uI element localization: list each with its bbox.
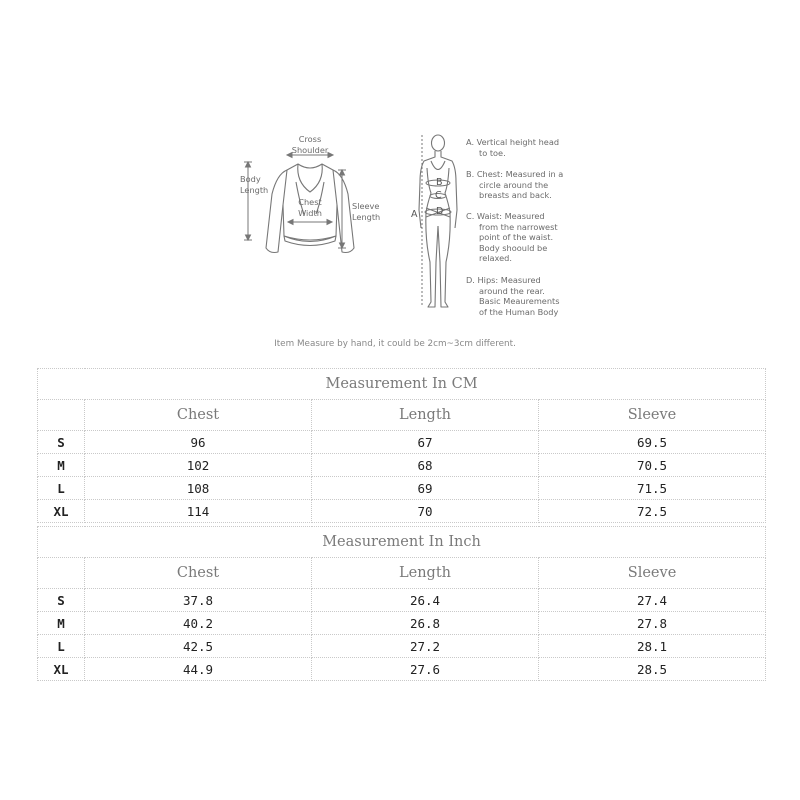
column-header-sleeve: Sleeve [539,400,766,431]
chest-value: 114 [85,500,312,523]
size-label: S [38,589,85,612]
cross-shoulder-label: Cross Shoulder [291,134,329,155]
note-b: B. Chest: Measured in a circle around the breasts and back. [466,169,564,200]
column-header-chest: Chest [85,400,312,431]
chest-value: 42.5 [85,635,312,658]
hand-measure-note: Item Measure by hand, it could be 2cm~3cm different. [274,339,516,349]
table-row [38,612,766,635]
chest-value: 96 [85,431,312,454]
chest-value: 102 [85,454,312,477]
measurement-drawing [0,0,800,330]
table-title: Measurement In CM [38,369,766,400]
note-d: D. Hips: Measured around the rear. Basic Meaurements of the Human Body [466,275,560,317]
length-value: 27.2 [312,635,539,658]
body-letter-d: D [436,206,444,217]
column-header-length: Length [312,558,539,589]
sleeve-length-label: Sleeve Length [352,201,381,222]
size-header-blank [38,400,85,431]
body-figure-drawing [419,135,457,307]
chest-value: 40.2 [85,612,312,635]
sleeve-value: 28.1 [539,635,766,658]
size-header-blank [38,558,85,589]
note-a: A. Vertical height head to toe. [466,137,560,158]
size-label: XL [38,658,85,681]
chest-value: 108 [85,477,312,500]
length-value: 68 [312,454,539,477]
size-table-inch [37,526,766,681]
length-value: 27.6 [312,658,539,681]
size-label: L [38,635,85,658]
size-label: XL [38,500,85,523]
table-row [38,589,766,612]
length-value: 26.4 [312,589,539,612]
sleeve-value: 28.5 [539,658,766,681]
column-header-length: Length [312,400,539,431]
sleeve-value: 72.5 [539,500,766,523]
sleeve-value: 69.5 [539,431,766,454]
table-row [38,477,766,500]
table-row [38,431,766,454]
length-value: 26.8 [312,612,539,635]
table-row [38,454,766,477]
body-length-label: Body Length [240,174,269,195]
size-label: M [38,612,85,635]
length-value: 70 [312,500,539,523]
body-letter-b: B [436,177,443,188]
measurement-illustration [0,0,800,330]
sleeve-value: 70.5 [539,454,766,477]
size-label: M [38,454,85,477]
chest-value: 37.8 [85,589,312,612]
table-row [38,658,766,681]
column-header-sleeve: Sleeve [539,558,766,589]
chest-width-label: Chest Width [298,197,322,218]
size-label: L [38,477,85,500]
length-value: 67 [312,431,539,454]
sleeve-value: 71.5 [539,477,766,500]
sleeve-value: 27.8 [539,612,766,635]
size-label: S [38,431,85,454]
size-table-cm [37,368,766,523]
body-letter-a: A [411,209,418,220]
length-value: 69 [312,477,539,500]
chest-value: 44.9 [85,658,312,681]
note-c: C. Waist: Measured from the narrowest point of the waist. Body shoould be relaxed. [466,211,558,263]
table-row [38,635,766,658]
table-title: Measurement In Inch [38,527,766,558]
body-letter-c: C [435,190,442,201]
table-row [38,500,766,523]
sleeve-value: 27.4 [539,589,766,612]
column-header-chest: Chest [85,558,312,589]
